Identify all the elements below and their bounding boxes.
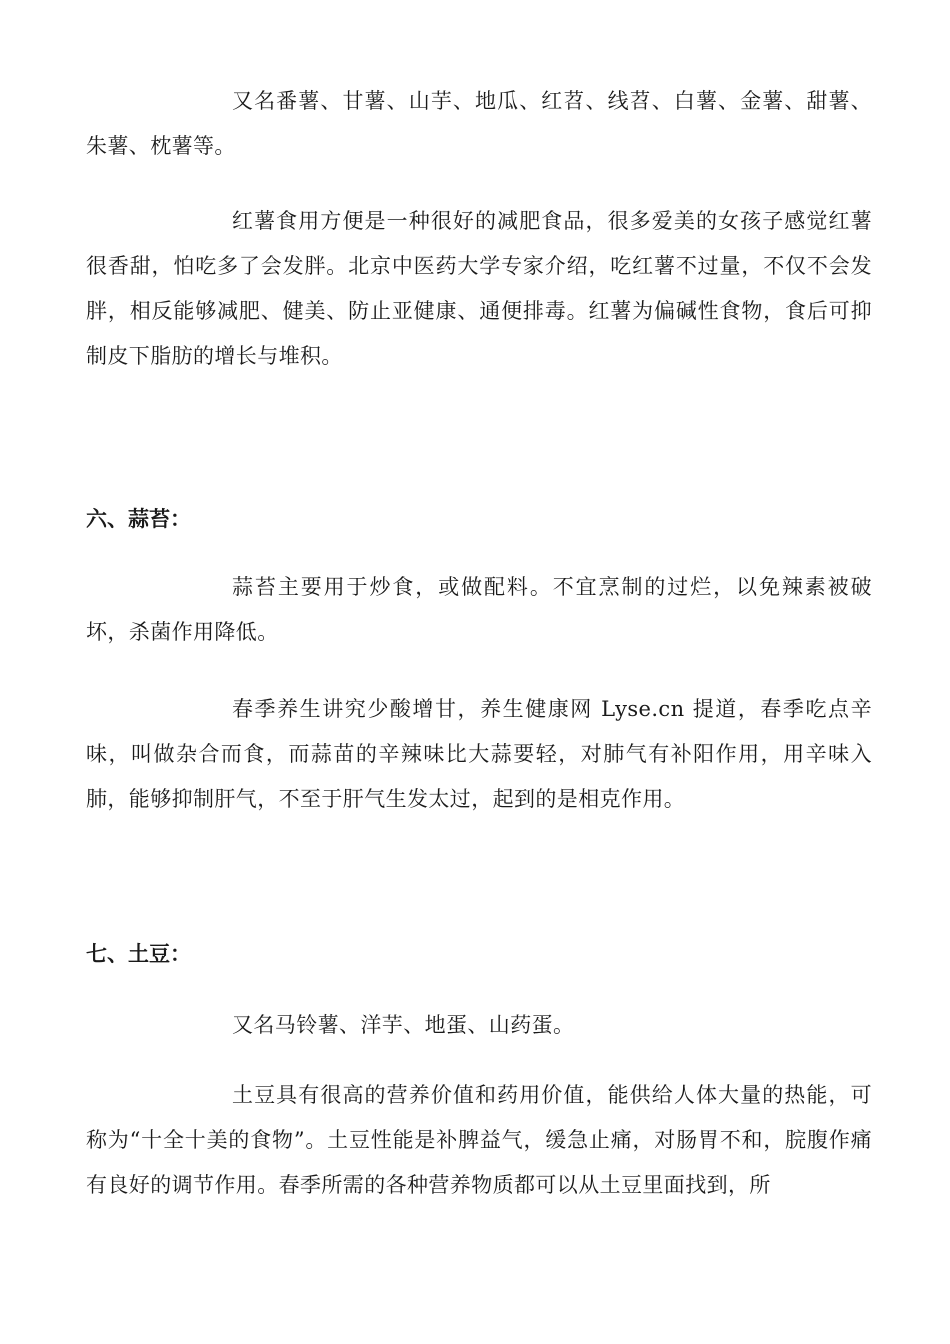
section-heading-garlic-sprout: 六、蒜苔： [86, 507, 191, 531]
paragraph-potato-names: 又名马铃薯、洋芋、地蛋、山药蛋。 [232, 1013, 575, 1037]
paragraph-sweet-potato-names: 又名番薯、甘薯、山芋、地瓜、红苕、线苕、白薯、金薯、甜薯、朱薯、枕薯等。 [86, 89, 872, 158]
paragraph-garlic-sprout-cooking: 蒜苔主要用于炒食，或做配料。不宜烹制的过烂，以免辣素被破坏，杀菌作用降低。 [86, 575, 872, 644]
paragraph-garlic-sprout-spring: 春季养生讲究少酸增甘，养生健康网 Lyse.cn 提道，春季吃点辛味，叫做杂合而食，而蒜苗的辛辣味比大蒜要轻，对肺气有补阳作用，用辛味入肺，能够抑制肝气，不至于肝气生发太过，起到的是相克作用。 [86, 697, 872, 811]
section-heading-potato: 七、土豆： [86, 942, 191, 966]
paragraph-potato-benefits: 土豆具有很高的营养价值和药用价值，能供给人体大量的热能，可称为“十全十美的食物”。土豆性能是补脾益气，缓急止痛，对肠胃不和，脘腹作痛有良好的调节作用。春季所需的各种营养物质都可以从土豆里面找到，所 [86, 1083, 872, 1197]
paragraph-sweet-potato-benefits: 红薯食用方便是一种很好的减肥食品，很多爱美的女孩子感觉红薯很香甜，怕吃多了会发胖。北京中医药大学专家介绍，吃红薯不过量，不仅不会发胖，相反能够减肥、健美、防止亚健康、通便排毒。红薯为偏碱性食物，食后可抑制皮下脂肪的增长与堆积。 [86, 209, 872, 368]
